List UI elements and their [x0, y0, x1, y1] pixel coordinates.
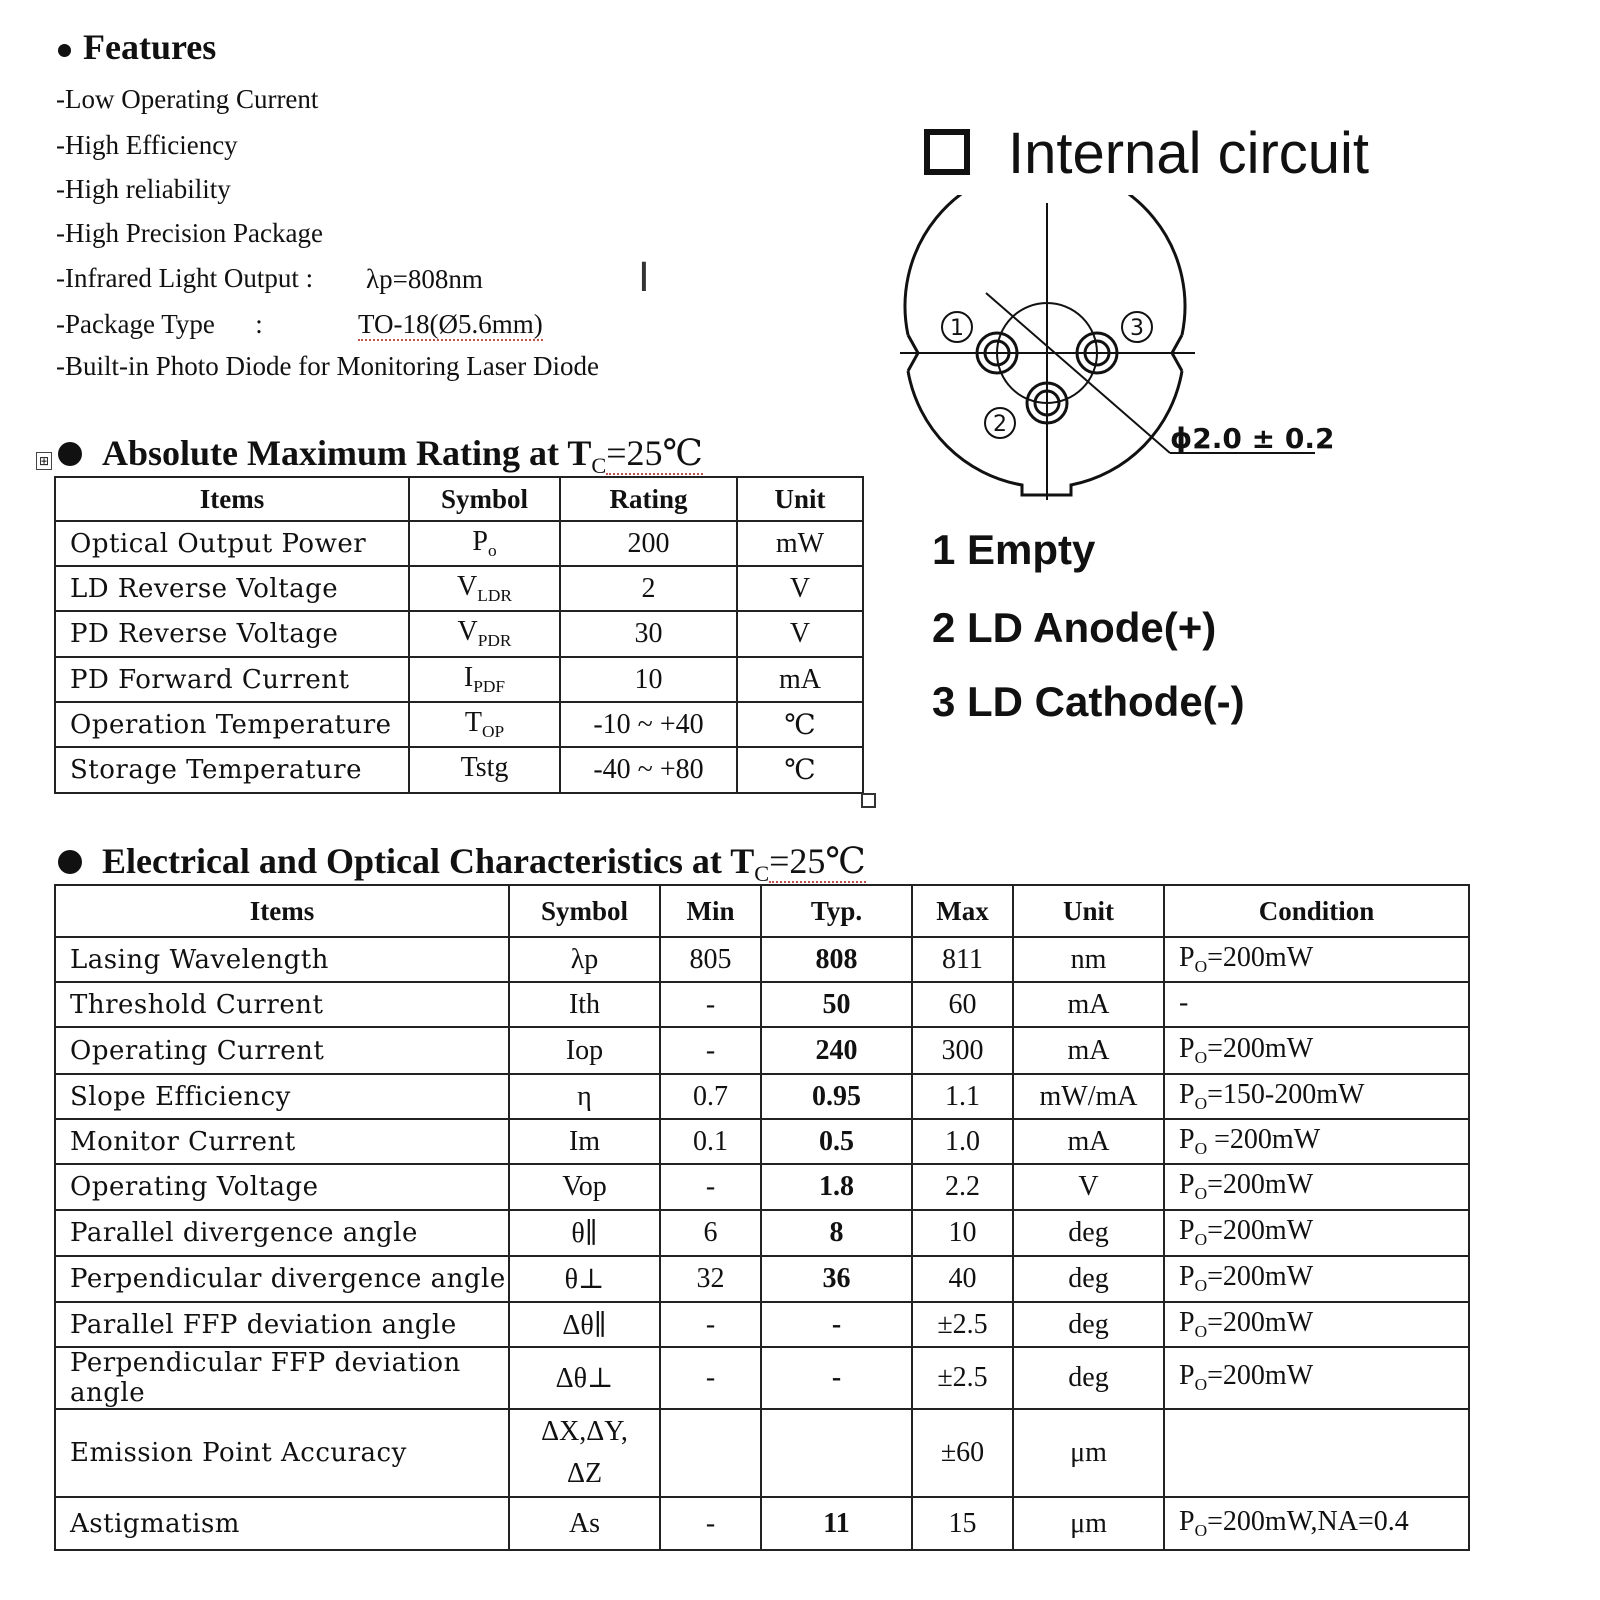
- resize-handle-icon[interactable]: [861, 793, 876, 808]
- features-heading: [58, 26, 216, 68]
- feature-value: TO-18(Ø5.6mm): [358, 309, 543, 339]
- bullet-icon: [58, 44, 71, 57]
- table-row: Astigmatism As - 11 15 μm $P_O=200mW,NA=0.4$: [55, 1497, 1469, 1550]
- pin-number-label: 2: [993, 412, 1007, 437]
- table-row: Slope Efficiency η 0.7 0.95 1.1 mW/mA $P_O=150-200mW$: [55, 1074, 1469, 1119]
- table-row: Operating Voltage Vop - 1.8 2.2 V $P_O=200mW$: [55, 1164, 1469, 1210]
- table-row: Perpendicular FFP deviation angle Δθ⊥ - - ±2.5 deg $P_O=200mW$: [55, 1347, 1469, 1409]
- anchor-icon[interactable]: ⊞: [36, 452, 52, 470]
- column-header: Min: [660, 885, 761, 937]
- dimension-label: ϕ2.0 ± 0.2: [1170, 422, 1335, 455]
- table-row: Storage Temperature Tstg -40 ~ +80 ℃: [55, 747, 863, 793]
- pin-description: 2 LD Anode(+): [932, 604, 1217, 651]
- bullet-icon: [58, 442, 82, 466]
- column-header: Rating: [560, 477, 737, 521]
- pin-description: 1 Empty: [932, 526, 1096, 573]
- table-row: Optical Output Power $P_o$ 200 mW: [55, 521, 863, 566]
- column-header: Unit: [737, 477, 863, 521]
- pinout-diagram: [890, 195, 1350, 510]
- table-row: LD Reverse Voltage $V_{LDR}$ 2 V: [55, 566, 863, 611]
- eo-heading: Electrical and Optical Characteristics at $T_C=25℃$: [58, 840, 866, 887]
- square-icon: [924, 129, 970, 175]
- bullet-icon: [58, 850, 82, 874]
- circuit-title: Internal circuit: [1008, 121, 1370, 186]
- column-header: Items: [55, 477, 409, 521]
- table-row: Monitor Current Im 0.1 0.5 1.0 mA $P_O =200mW$: [55, 1119, 1469, 1164]
- features-title: Features: [83, 27, 217, 67]
- column-header: Symbol: [509, 885, 660, 937]
- abs-max-heading: Absolute Maximum Rating at $T_C=25℃$: [58, 432, 703, 479]
- feature-item: -Package Type :: [56, 309, 263, 339]
- pin-number-label: 1: [950, 316, 964, 341]
- table-row: PD Reverse Voltage $V_{PDR}$ 30 V: [55, 611, 863, 657]
- table-header-row: [55, 885, 1469, 937]
- table-row: PD Forward Current $I_{PDF}$ 10 mA: [55, 657, 863, 702]
- table-row: Parallel FFP deviation angle Δθ∥ - - ±2.5 deg $P_O=200mW$: [55, 1302, 1469, 1347]
- column-header: Items: [55, 885, 509, 937]
- abs-max-table: [54, 476, 864, 794]
- table-row: Threshold Current Ith - 50 60 mA -: [55, 982, 1469, 1027]
- table-row: Perpendicular divergence angle θ⊥ 32 36 40 deg $P_O=200mW$: [55, 1256, 1469, 1302]
- can-outline-lower: [908, 371, 1182, 495]
- feature-item: -High reliability: [56, 174, 231, 204]
- feature-item: -High Precision Package: [56, 218, 323, 248]
- pin-number-label: 3: [1130, 316, 1144, 341]
- feature-item: -Low Operating Current: [56, 84, 319, 114]
- table-row: Operating Current Iop - 240 300 mA $P_O=200mW$: [55, 1027, 1469, 1074]
- table-row: Lasing Wavelength λp 805 808 811 nm $P_O=200mW$: [55, 937, 1469, 982]
- column-header: Symbol: [409, 477, 560, 521]
- column-header: Typ.: [761, 885, 912, 937]
- table-row: Emission Point Accuracy ΔX,ΔY, ΔZ ±60 μm: [55, 1409, 1469, 1497]
- feature-item: -Built-in Photo Diode for Monitoring Laser Diode: [56, 351, 599, 381]
- pin-description: 3 LD Cathode(-): [932, 678, 1245, 725]
- table-header-row: [55, 477, 863, 521]
- circuit-heading: [924, 120, 1369, 187]
- column-header: Condition: [1164, 885, 1469, 937]
- table-row: Parallel divergence angle θ∥ 6 8 10 deg $P_O=200mW$: [55, 1210, 1469, 1256]
- column-header: Max: [912, 885, 1013, 937]
- feature-value: λp=808nm: [366, 264, 483, 294]
- column-header: Unit: [1013, 885, 1164, 937]
- table-row: Operation Temperature $T_{OP}$ -10 ~ +40 ℃: [55, 702, 863, 747]
- feature-item: -High Efficiency: [56, 130, 238, 160]
- text-cursor-icon: I: [638, 255, 650, 301]
- eo-table: [54, 884, 1470, 1551]
- feature-item: -Infrared Light Output :: [56, 263, 314, 293]
